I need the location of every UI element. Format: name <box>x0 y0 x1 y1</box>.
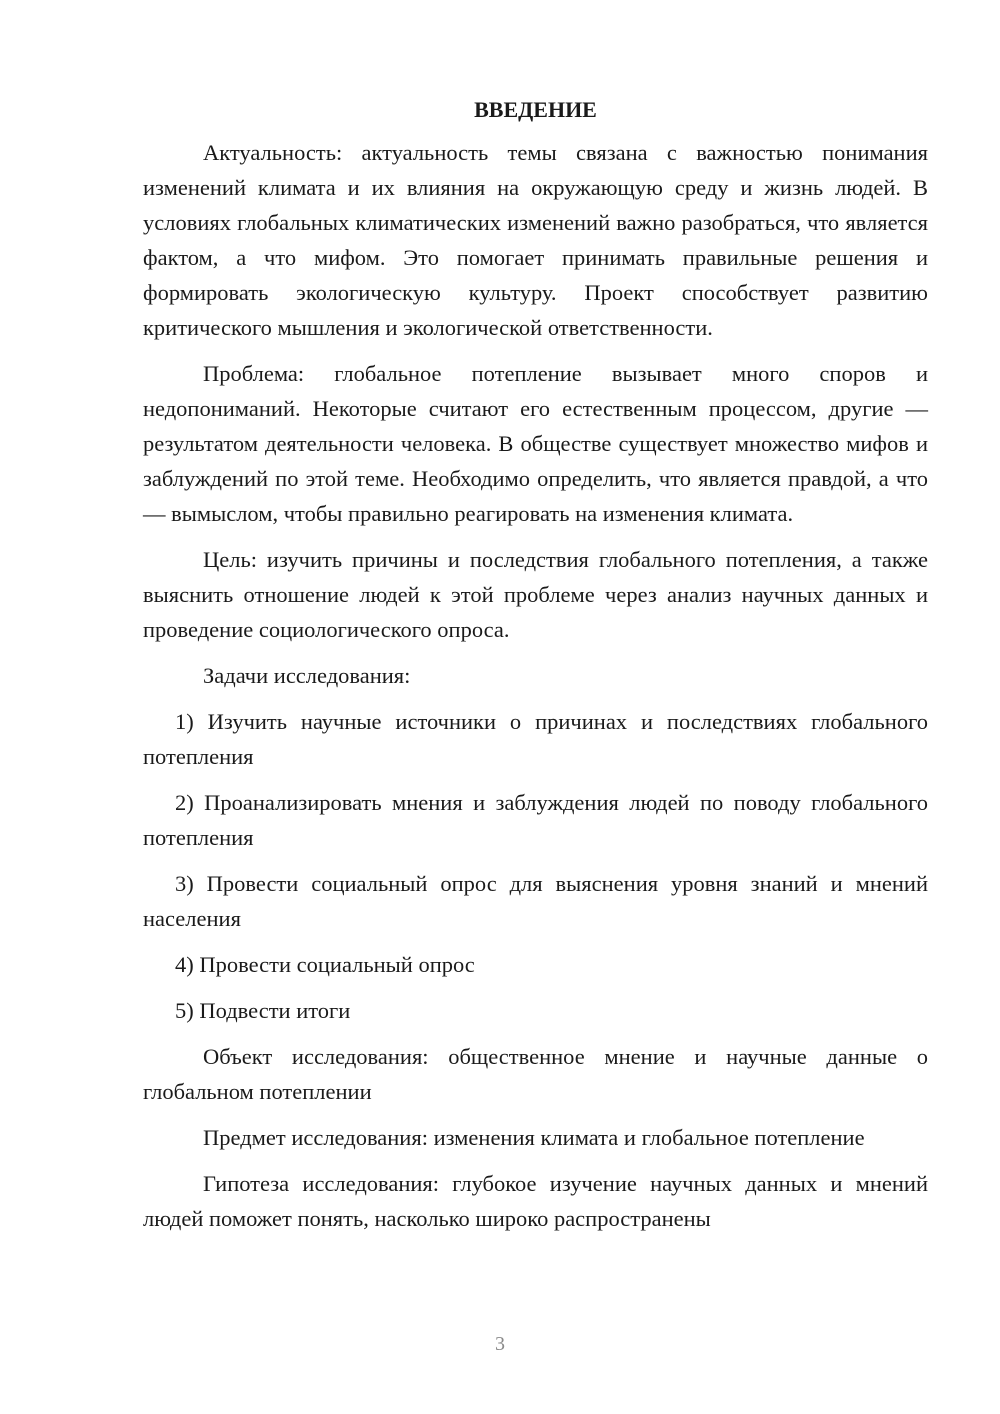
task-item: 1) Изучить научные источники о причинах и последствиях глобального потепления <box>143 709 928 769</box>
task-item: 3) Провести социальный опрос для выяснения уровня знаний и мнений населения <box>143 871 928 931</box>
paragraph-tasks-heading: Задачи исследования: <box>203 663 411 688</box>
paragraph-goal: Цель: изучить причины и последствия глобального потепления, а также выяснить отношение людей к этой проблеме через анализ научных данных и проведение социологического опроса. <box>143 547 928 642</box>
task-item: 2) Проанализировать мнения и заблуждения людей по поводу глобального потепления <box>143 790 928 850</box>
paragraph-relevance: Актуальность: актуальность темы связана с важностью понимания изменений климата и их влияния на окружающую среду и жизнь людей. В условиях глобальных климатических изменений важно разобраться, что является фактом, а что мифом. Это помогает принимать правильные решения и формировать экологическую культуру. Проект способствует развитию критического мышления и экологической ответственности. <box>143 140 928 340</box>
paragraph-subject: Предмет исследования: изменения климата и глобальное потепление <box>203 1125 865 1150</box>
section-title: ВВЕДЕНИЕ <box>474 97 597 122</box>
page-number: 3 <box>495 1333 505 1355</box>
paragraph-problem: Проблема: глобальное потепление вызывает много споров и недопониманий. Некоторые считают его естественным процессом, другие — результатом деятельности человека. В обществе существует множество мифов и заблуждений по этой теме. Необходимо определить, что является правдой, а что — вымыслом, чтобы правильно реагировать на изменения климата. <box>143 361 928 526</box>
paragraph-object: Объект исследования: общественное мнение и научные данные о глобальном потеплении <box>143 1044 928 1104</box>
document-page <box>143 92 928 1247</box>
paragraph-hypothesis: Гипотеза исследования: глубокое изучение научных данных и мнений людей поможет понять, насколько широко распространены <box>143 1171 928 1231</box>
task-item: 5) Подвести итоги <box>175 998 351 1023</box>
task-item: 4) Провести социальный опрос <box>175 952 475 977</box>
